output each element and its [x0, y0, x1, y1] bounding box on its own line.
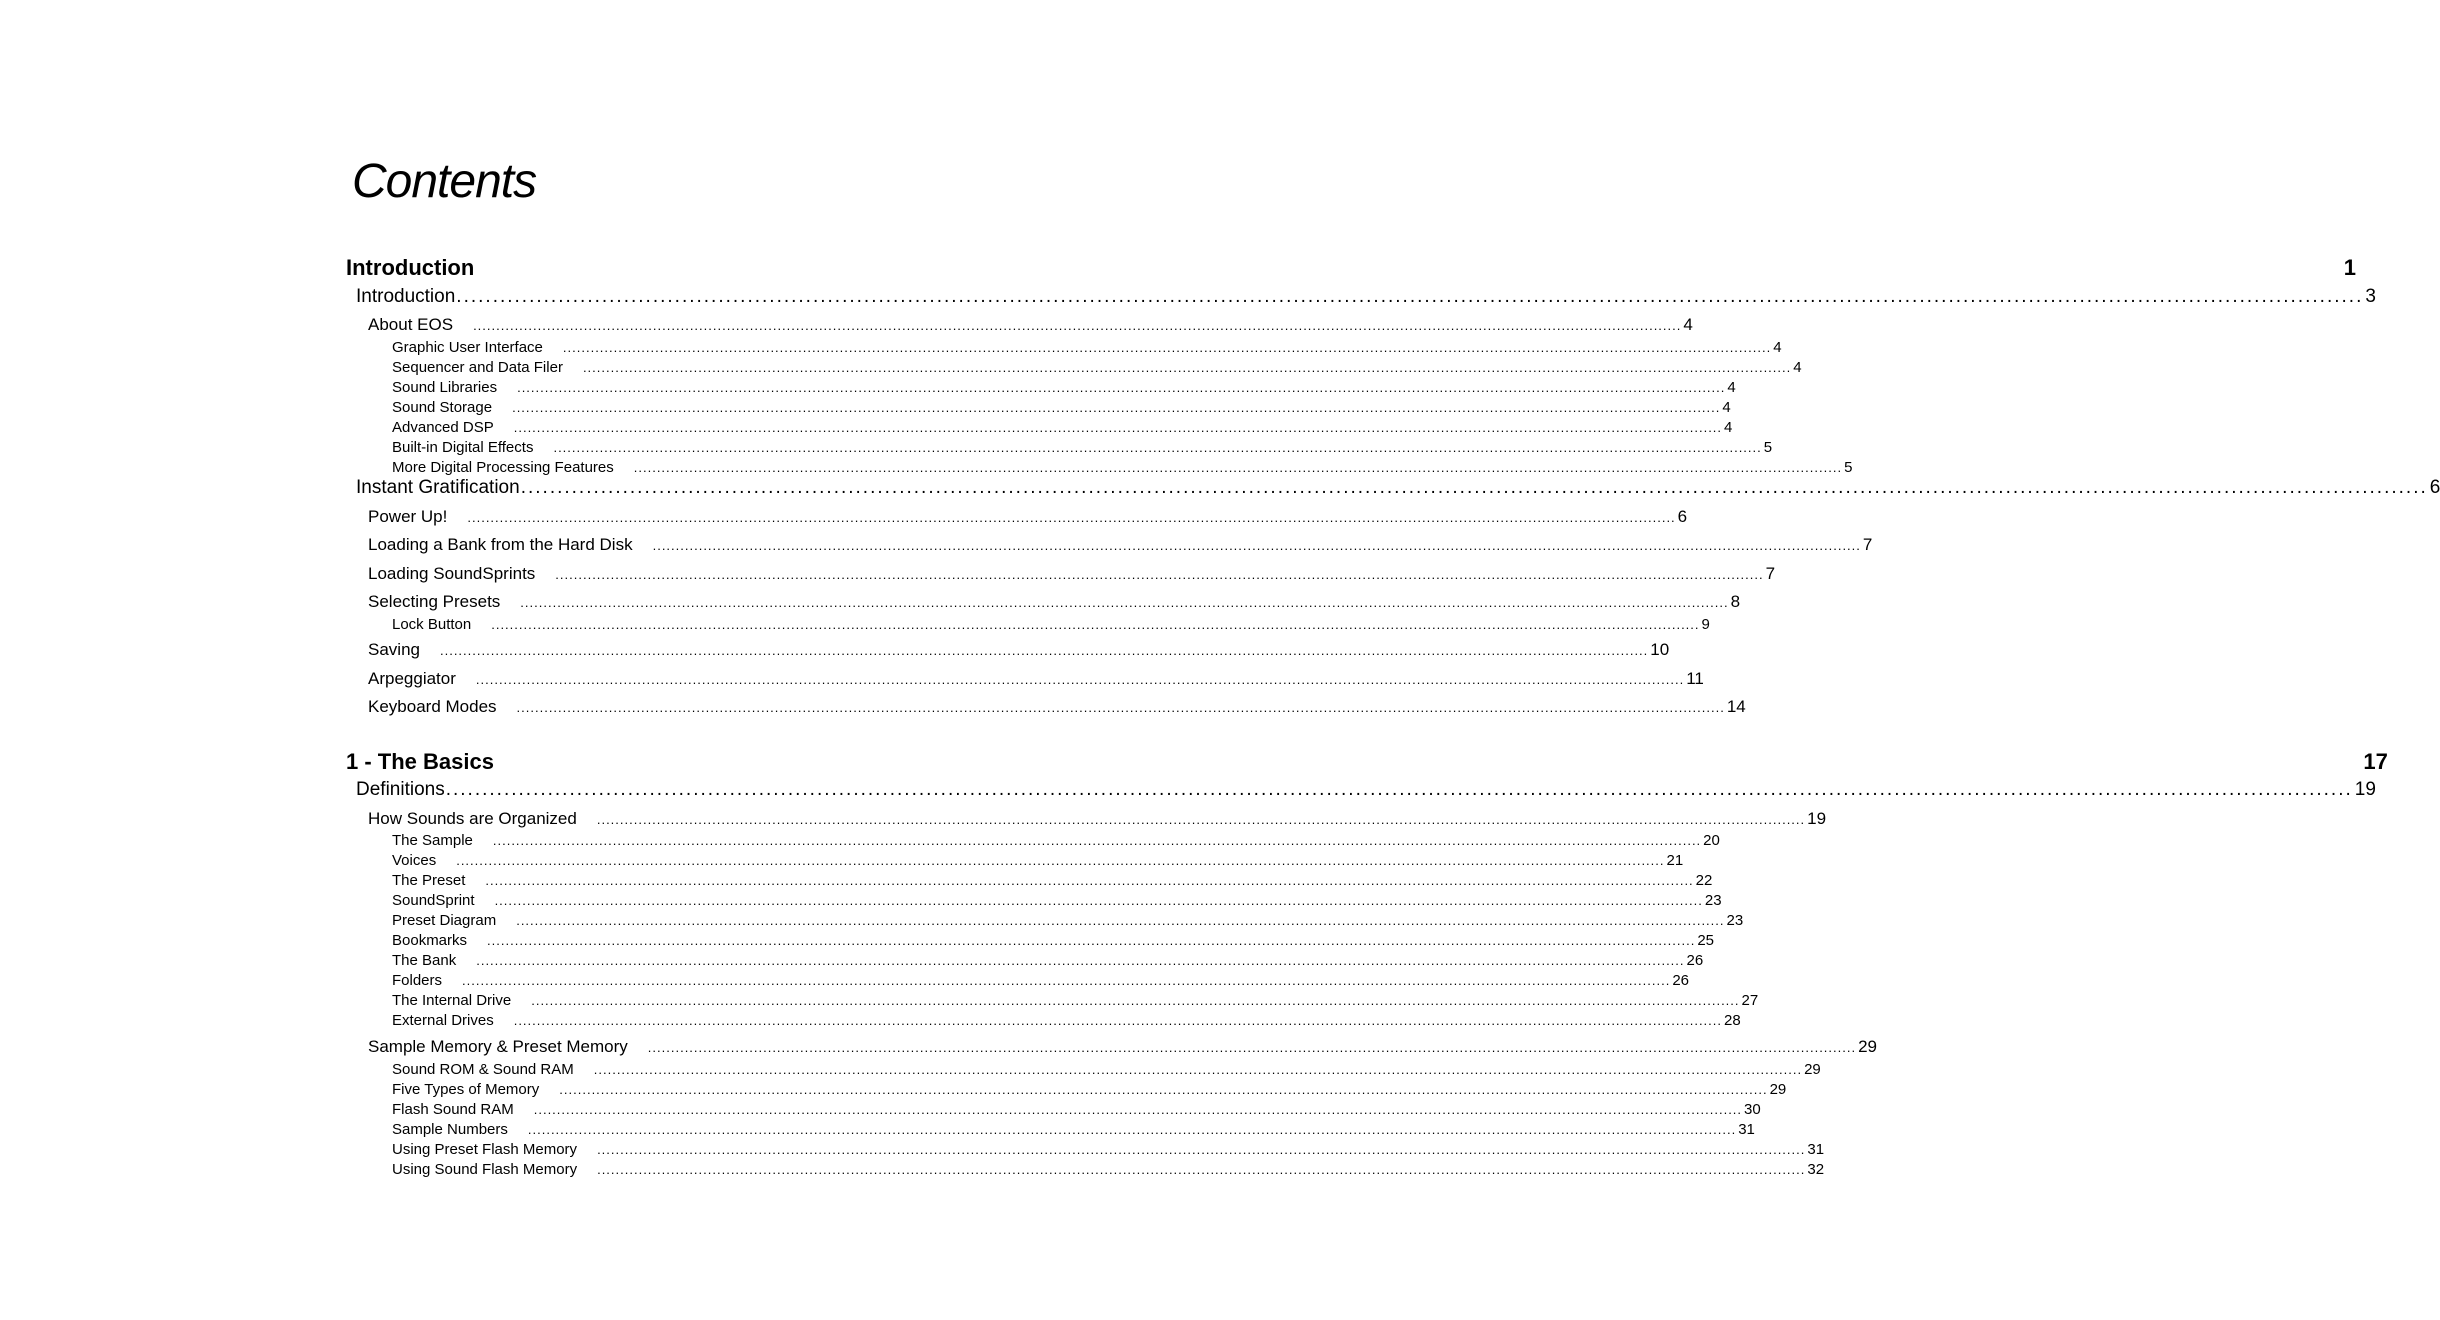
toc-section[interactable]: [356, 286, 2376, 309]
toc-entry-title: Using Sound Flash Memory: [392, 1161, 578, 1178]
toc-subtopic[interactable]: [392, 1061, 1821, 1079]
toc-page-number: 23: [1726, 912, 1744, 929]
toc-subtopic[interactable]: [392, 616, 1710, 634]
toc-page-number: 6: [1677, 507, 1688, 526]
toc-subtopic[interactable]: [392, 832, 1720, 850]
toc-page-number: 7: [1765, 564, 1776, 583]
toc-page-number: 22: [1695, 872, 1713, 889]
toc-page-number: 19: [2354, 779, 2376, 800]
toc-topic[interactable]: [368, 592, 1741, 612]
toc-topic[interactable]: [368, 315, 1693, 335]
toc-chapter[interactable]: [346, 255, 2356, 281]
dot-leader: ......................................................................................................................................................................................................................................................................: [647, 1040, 1857, 1055]
toc-chapter[interactable]: [346, 749, 2388, 775]
toc-page-number: 14: [1726, 697, 1746, 716]
toc-page-number: 30: [1744, 1101, 1761, 1118]
toc-subtopic[interactable]: [392, 379, 1736, 397]
toc-entry-title: Instant Gratification: [356, 477, 520, 498]
toc-topic[interactable]: [368, 697, 1746, 717]
toc-subtopic[interactable]: [392, 892, 1722, 910]
toc-entry-title: Flash Sound RAM: [392, 1101, 514, 1118]
toc-topic[interactable]: [368, 1037, 1878, 1057]
toc-entry-title: Advanced DSP: [392, 419, 494, 436]
dot-leader: ......................................................................................................................................................................................................................................................................: [516, 913, 1725, 928]
toc-entry-title: Arpeggiator: [368, 669, 456, 688]
toc-page-number: 6: [2429, 477, 2440, 498]
toc-page-number: 7: [1862, 535, 1873, 554]
dot-leader: ......................................................................................................................................................................................................................................................................: [439, 643, 1649, 658]
dot-leader: ......................................................................................................................................................................................................................................................................: [491, 617, 1700, 632]
toc-subtopic[interactable]: [392, 1012, 1741, 1030]
toc-entry-title: Bookmarks: [392, 932, 468, 949]
toc-page-number: 27: [1741, 992, 1759, 1009]
toc-page-number: 25: [1697, 932, 1715, 949]
dot-leader: ......................................................................................................................................................................................................................................................................: [513, 420, 1723, 435]
dot-leader: ......................................................................................................................................................................................................................................................................: [485, 873, 1694, 888]
toc-topic[interactable]: [368, 669, 1704, 689]
dot-leader: ......................................................................................................................................................................................................................................................................: [553, 440, 1762, 455]
dot-leader: ......................................................................................................................................................................................................................................................................: [533, 1102, 1743, 1117]
toc-entry-title: Sequencer and Data Filer: [392, 359, 563, 376]
dot-leader: ......................................................................................................................................................................................................................................................................: [520, 477, 2428, 498]
dot-leader: ......................................................................................................................................................................................................................................................................: [467, 510, 1676, 525]
dot-leader: ......................................................................................................................................................................................................................................................................: [593, 1062, 1803, 1077]
toc-entry-title: Definitions: [356, 779, 445, 800]
toc-page-number: 3: [2365, 286, 2376, 307]
toc-page-number: 4: [1727, 379, 1736, 396]
toc-entry-title: 1 - The Basics: [346, 749, 494, 774]
dot-leader: ......................................................................................................................................................................................................................................................................: [559, 1082, 1768, 1097]
toc-entry-title: Introduction: [356, 286, 456, 307]
toc-page-number: 5: [1763, 439, 1773, 456]
dot-leader: ......................................................................................................................................................................................................................................................................: [456, 286, 2364, 307]
toc-entry-title: How Sounds are Organized: [368, 809, 577, 828]
dot-leader: ......................................................................................................................................................................................................................................................................: [492, 833, 1702, 848]
toc-topic[interactable]: [368, 564, 1776, 584]
toc-subtopic[interactable]: [392, 1081, 1787, 1099]
dot-leader: ......................................................................................................................................................................................................................................................................: [475, 672, 1685, 687]
toc-subtopic[interactable]: [392, 339, 1782, 357]
toc-page-number: 19: [1807, 809, 1827, 828]
toc-page-number: 17: [2363, 749, 2388, 774]
toc-page-number: 26: [1672, 972, 1690, 989]
toc-entry-title: Selecting Presets: [368, 592, 501, 611]
toc-entry-title: SoundSprint: [392, 892, 475, 909]
dot-leader: ......................................................................................................................................................................................................................................................................: [513, 1013, 1722, 1028]
dot-leader: ......................................................................................................................................................................................................................................................................: [531, 993, 1740, 1008]
toc-page-number: 29: [1858, 1037, 1878, 1056]
toc-page-number: 4: [1683, 315, 1693, 334]
toc-subtopic[interactable]: [392, 972, 1690, 990]
toc-entry-title: Loading a Bank from the Hard Disk: [368, 535, 633, 554]
toc-entry-title: Loading SoundSprints: [368, 564, 536, 583]
toc-page-number: 11: [1686, 669, 1704, 688]
toc-page-number: 8: [1730, 592, 1741, 611]
toc-entry-title: The Internal Drive: [392, 992, 512, 1009]
toc-subtopic[interactable]: [392, 399, 1731, 417]
dot-leader: ......................................................................................................................................................................................................................................................................: [520, 595, 1729, 610]
toc-section[interactable]: [356, 477, 2440, 500]
toc-page-number: 9: [1701, 616, 1710, 633]
toc-page-number: 29: [1769, 1081, 1787, 1098]
toc-page-number: 5: [1844, 459, 1853, 476]
toc-page-number: 29: [1804, 1061, 1821, 1078]
toc-entry-title: The Sample: [392, 832, 473, 849]
dot-leader: ......................................................................................................................................................................................................................................................................: [473, 318, 1682, 333]
toc-subtopic[interactable]: [392, 992, 1759, 1010]
dot-leader: ......................................................................................................................................................................................................................................................................: [527, 1122, 1737, 1137]
toc-subtopic[interactable]: [392, 912, 1744, 930]
dot-leader: ......................................................................................................................................................................................................................................................................: [517, 380, 1726, 395]
toc-subtopic[interactable]: [392, 852, 1684, 870]
dot-leader: ......................................................................................................................................................................................................................................................................: [456, 853, 1665, 868]
dot-leader: ......................................................................................................................................................................................................................................................................: [562, 340, 1772, 355]
toc-entry-title: Lock Button: [392, 616, 472, 633]
toc-subtopic[interactable]: [392, 1141, 1825, 1159]
toc-entry-title: Power Up!: [368, 507, 448, 526]
dot-leader: ......................................................................................................................................................................................................................................................................: [597, 1162, 1806, 1177]
toc-subtopic[interactable]: [392, 1101, 1761, 1119]
toc-entry-title: Keyboard Modes: [368, 697, 497, 716]
dot-leader: ......................................................................................................................................................................................................................................................................: [494, 893, 1703, 908]
toc-page-number: 26: [1686, 952, 1704, 969]
toc-page-number: 32: [1807, 1161, 1825, 1178]
toc-entry-title: External Drives: [392, 1012, 494, 1029]
dot-leader: ......................................................................................................................................................................................................................................................................: [596, 812, 1806, 827]
dot-leader: ......................................................................................................................................................................................................................................................................: [597, 1142, 1806, 1157]
toc-topic[interactable]: [368, 535, 1873, 555]
toc-entry-title: Five Types of Memory: [392, 1081, 540, 1098]
toc-entry-title: Preset Diagram: [392, 912, 497, 929]
toc-entry-title: Folders: [392, 972, 443, 989]
toc-subtopic[interactable]: [392, 1161, 1825, 1179]
toc-entry-title: The Bank: [392, 952, 457, 969]
toc-entry-title: Built-in Digital Effects: [392, 439, 534, 456]
toc-page-number: 4: [1793, 359, 1802, 376]
dot-leader: ......................................................................................................................................................................................................................................................................: [633, 460, 1843, 475]
toc-entry-title: Saving: [368, 640, 420, 659]
dot-leader: ......................................................................................................................................................................................................................................................................: [516, 700, 1725, 715]
toc-subtopic[interactable]: [392, 932, 1715, 950]
toc-entry-title: Sound Storage: [392, 399, 493, 416]
toc-page-number: 10: [1650, 640, 1670, 659]
dot-leader: ......................................................................................................................................................................................................................................................................: [445, 779, 2353, 800]
toc-entry-title: Sound ROM & Sound RAM: [392, 1061, 574, 1078]
toc-page-number: 4: [1773, 339, 1782, 356]
dot-leader: ......................................................................................................................................................................................................................................................................: [652, 538, 1861, 553]
dot-leader: ......................................................................................................................................................................................................................................................................: [476, 953, 1685, 968]
toc-page-number: 4: [1724, 419, 1733, 436]
toc-page-number: 23: [1704, 892, 1722, 909]
dot-leader: ......................................................................................................................................................................................................................................................................: [462, 973, 1671, 988]
toc-entry-title: Using Preset Flash Memory: [392, 1141, 578, 1158]
toc-topic[interactable]: [368, 640, 1670, 660]
toc-page-number: 20: [1703, 832, 1720, 849]
toc-page-number: 31: [1738, 1121, 1755, 1138]
toc-page-number: 4: [1722, 399, 1731, 416]
toc-subtopic[interactable]: [392, 439, 1773, 457]
toc-topic[interactable]: [368, 809, 1827, 829]
dot-leader: ......................................................................................................................................................................................................................................................................: [555, 567, 1764, 582]
toc-entry-title: Sound Libraries: [392, 379, 498, 396]
toc-section[interactable]: [356, 779, 2376, 802]
dot-leader: ......................................................................................................................................................................................................................................................................: [487, 933, 1696, 948]
dot-leader: ......................................................................................................................................................................................................................................................................: [512, 400, 1721, 415]
toc-topic[interactable]: [368, 507, 1688, 527]
toc-subtopic[interactable]: [392, 1121, 1755, 1139]
toc-subtopic[interactable]: [392, 359, 1802, 377]
dot-leader: ......................................................................................................................................................................................................................................................................: [582, 360, 1792, 375]
toc-entry-title: The Preset: [392, 872, 466, 889]
toc-page-number: 1: [2343, 255, 2356, 280]
toc-subtopic[interactable]: [392, 459, 1853, 477]
toc-subtopic[interactable]: [392, 419, 1733, 437]
toc-page-number: 28: [1724, 1012, 1741, 1029]
toc-page-number: 31: [1807, 1141, 1825, 1158]
toc-entry-title: Graphic User Interface: [392, 339, 543, 356]
toc-entry-title: Sample Memory & Preset Memory: [368, 1037, 628, 1056]
toc-entry-title: Voices: [392, 852, 437, 869]
toc-page-number: 21: [1666, 852, 1684, 869]
toc-entry-title: Introduction: [346, 255, 475, 280]
toc-subtopic[interactable]: [392, 872, 1713, 890]
toc-entry-title: More Digital Processing Features: [392, 459, 614, 476]
toc-entry-title: Sample Numbers: [392, 1121, 508, 1138]
toc-subtopic[interactable]: [392, 952, 1704, 970]
toc-entry-title: About EOS: [368, 315, 454, 334]
page-title: Contents: [352, 155, 537, 208]
